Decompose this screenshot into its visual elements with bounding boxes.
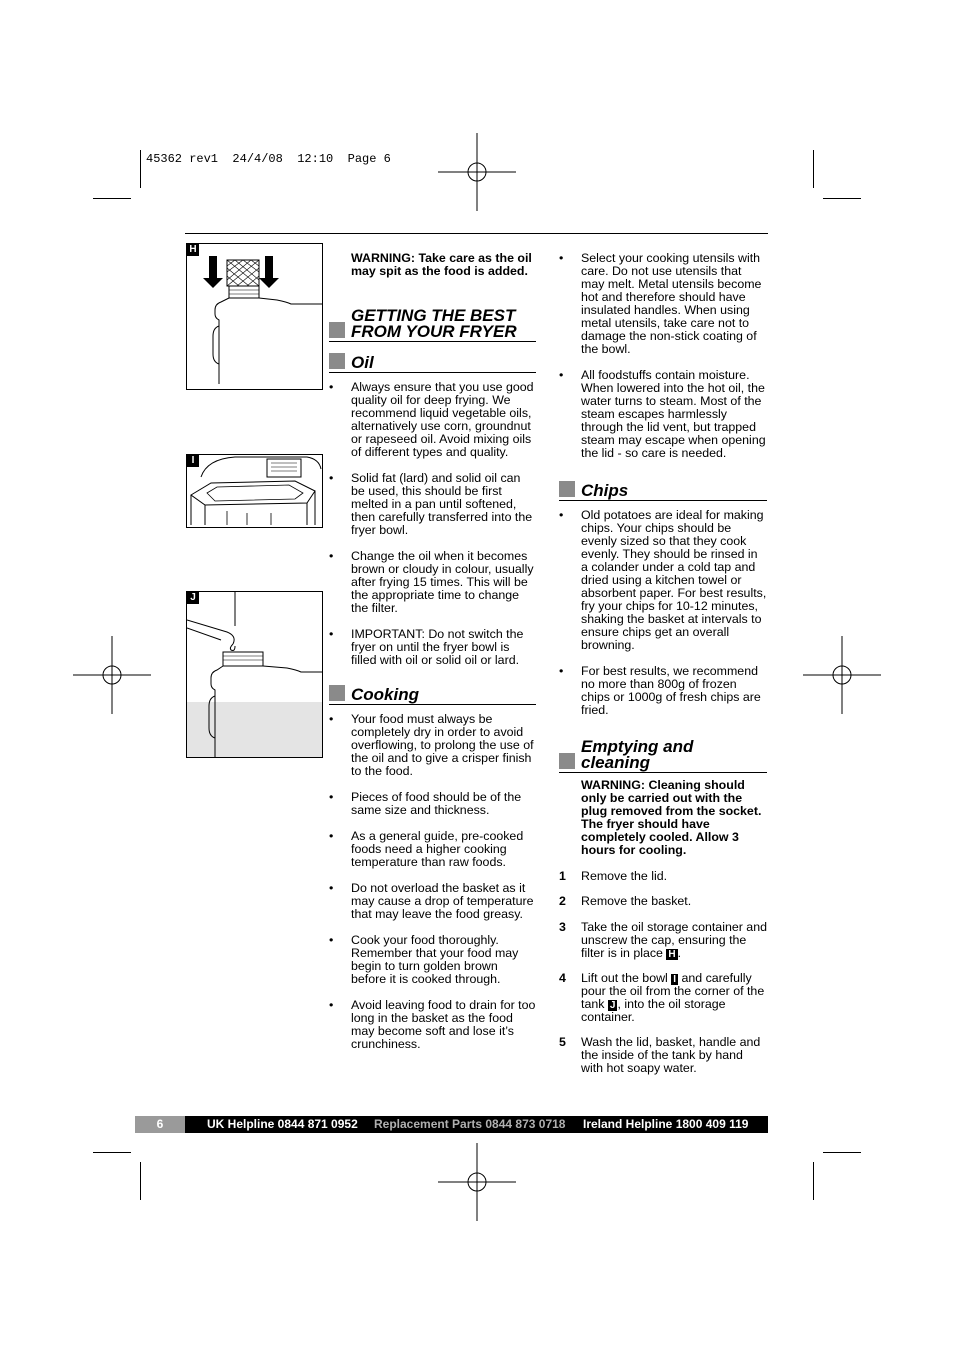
list-item-text: IMPORTANT: Do not switch the fryer on until the fryer bowl is filled with oil or solid oil or lard. bbox=[351, 627, 524, 667]
heading-text: Oil bbox=[351, 353, 374, 372]
heading-square-icon bbox=[329, 322, 345, 338]
figure-h bbox=[186, 243, 323, 390]
list-item-text: Cook your food thoroughly. Remember that your food may begin to turn golden brown before it is cooked through. bbox=[351, 933, 519, 986]
heading-line: GETTING THE BEST bbox=[351, 306, 516, 325]
cleaning-warning: WARNING: Cleaning should only be carried out with the plug removed from the socket. The fryer should have completely cooled. Allow 3 hours for cooling. bbox=[581, 778, 762, 857]
figure-label: J bbox=[187, 592, 199, 604]
list-item-text: Old potatoes are ideal for making chips. Your chips should be evenly sized so that they cook evenly. They should be rinsed in a colander under a cold tap and dried using a kitchen towel or absorbent paper. For best results, fry your chips for 10-12 minutes, shaking the basket at intervals to ensure chips get an overall browning. bbox=[581, 508, 767, 652]
step-text: Remove the basket. bbox=[581, 894, 692, 908]
step-number: 5 bbox=[559, 1035, 566, 1049]
list-item: • Select your cooking utensils with care. Do not use utensils that may melt. Metal utensils become hot and therefore should have insulated handles. When using metal utensils, take care not to damage the non-stick coating of the bowl. bbox=[559, 251, 762, 356]
step-number: 2 bbox=[559, 894, 566, 908]
step-item bbox=[559, 870, 767, 883]
list-item: • Do not overload the basket as it may cause a drop of temperature that may leave the food greasy. bbox=[329, 881, 534, 921]
step-number: 1 bbox=[559, 869, 566, 883]
heading-square-icon bbox=[329, 685, 345, 701]
column-left bbox=[329, 252, 536, 1051]
heading-line: cleaning bbox=[581, 753, 650, 772]
step-text: and carefully pour the oil from the corner of the tank bbox=[581, 971, 765, 1011]
list-item: • Pieces of food should be of the same size and thickness. bbox=[329, 790, 522, 817]
registration-mark-icon bbox=[803, 636, 881, 714]
heading-text: Chips bbox=[581, 481, 629, 500]
heading-square-icon bbox=[559, 753, 575, 769]
top-rule bbox=[185, 233, 768, 234]
replacement-parts: Replacement Parts 0844 873 0718 bbox=[374, 1117, 566, 1131]
list-item: • All foodstuffs contain moisture. When lowered into the hot oil, the water turns to steam. Most of the steam escapes harmlessly through the lid vent, but trapped steam may escape when opening the lid - so care is needed. bbox=[559, 368, 766, 460]
spit-warning: WARNING: Take care as the oil may spit as the food is added. bbox=[351, 251, 532, 278]
crop-mark bbox=[823, 1152, 861, 1153]
list-item: • Solid fat (lard) and solid oil can be used, this should be first melted in a pan until softened, then carefully transferred into the fryer bowl. bbox=[329, 471, 533, 537]
list-item: • Your food must always be completely dry in order to avoid overflowing, to prolong the use of the oil and to give a crisper finish to the food. bbox=[329, 712, 534, 778]
step-item bbox=[559, 895, 767, 908]
list-item: • Cook your food thoroughly. Remember that your food may begin to turn golden brown before it is cooked through. bbox=[329, 933, 519, 986]
figure-label: H bbox=[187, 244, 199, 256]
footer-helpline-bar bbox=[135, 1116, 768, 1133]
crop-mark bbox=[823, 198, 861, 199]
step-item bbox=[559, 1036, 767, 1075]
list-item-text: Do not overload the basket as it may cause a drop of temperature that may leave the food greasy. bbox=[351, 881, 534, 921]
list-item-text: Change the oil when it becomes brown or cloudy in colour, usually after frying 15 times. This will be the appropriate time to change the filter. bbox=[351, 549, 534, 615]
step-number: 4 bbox=[559, 971, 566, 985]
crop-mark bbox=[813, 1162, 814, 1200]
list-item: • Old potatoes are ideal for making chips. Your chips should be evenly sized so that they cook evenly. They should be rinsed in a colander under a cold tap and dried using a kitchen towel or absorbent paper. For best results, fry your chips for 10-12 minutes, shaking the basket at intervals to ensure chips get an overall browning. bbox=[559, 508, 767, 652]
list-item-text: Select your cooking utensils with care. Do not use utensils that may melt. Metal utensils become hot and therefore should have insulated handles. When using metal utensils, take care not to damage the non-stick coating of the bowl. bbox=[581, 251, 762, 356]
crop-mark bbox=[93, 198, 131, 199]
list-item: • IMPORTANT: Do not switch the fryer on until the fryer bowl is filled with oil or solid oil or lard. bbox=[329, 627, 524, 667]
crop-mark bbox=[140, 1162, 141, 1200]
step-text: , into the oil storage container. bbox=[581, 997, 726, 1024]
page-number: 6 bbox=[135, 1116, 185, 1133]
figure-ref-label: I bbox=[673, 974, 677, 985]
heading-square-icon bbox=[329, 353, 345, 369]
step-text: Take the oil storage container and unscrew the cap, ensuring the filter is in place bbox=[581, 920, 767, 960]
section-heading-getting-best bbox=[329, 308, 536, 342]
list-item-text: Your food must always be completely dry in order to avoid overflowing, to prolong the use of the oil and to give a crisper finish to the food. bbox=[351, 712, 534, 778]
uk-helpline: UK Helpline 0844 871 0952 bbox=[207, 1117, 358, 1131]
registration-mark-icon bbox=[73, 636, 151, 714]
crop-mark bbox=[813, 150, 814, 188]
list-item-text: As a general guide, pre-cooked foods need a higher cooking temperature than raw foods. bbox=[351, 829, 524, 869]
section-heading-cooking bbox=[329, 686, 536, 705]
registration-mark-icon bbox=[438, 1143, 516, 1221]
figure-ref-label: H bbox=[668, 949, 676, 960]
step-item bbox=[559, 972, 767, 1024]
heading-line: Emptying and bbox=[581, 737, 694, 756]
step-text: Lift out the bowl bbox=[581, 971, 672, 985]
registration-mark-icon bbox=[438, 133, 516, 211]
oil-container-filter-illustration bbox=[187, 244, 322, 389]
column-right bbox=[559, 252, 767, 1075]
heading-line: FROM YOUR FRYER bbox=[351, 322, 517, 341]
figure-i bbox=[186, 454, 323, 528]
pouring-oil-illustration bbox=[187, 592, 322, 757]
heading-text: Cooking bbox=[351, 685, 419, 704]
list-item-text: All foodstuffs contain moisture. When lowered into the hot oil, the water turns to steam. Most of the steam escapes harmlessly through the lid vent, but trapped steam may escape when opening the lid - so care is needed. bbox=[581, 368, 766, 460]
fryer-bowl-illustration bbox=[187, 455, 322, 527]
section-heading-chips bbox=[559, 482, 767, 501]
heading-square-icon bbox=[559, 481, 575, 497]
section-heading-emptying-cleaning bbox=[559, 739, 767, 773]
list-item: • Always ensure that you use good quality oil for deep frying. We recommend liquid vegetable oils, alternatively use corn, groundnut or rapeseed oil. Avoid mixing oils of different types and quality. bbox=[329, 380, 534, 459]
list-item-text: Avoid leaving food to drain for too long in the basket as the food may become soft and lose it’s crunchiness. bbox=[351, 998, 536, 1051]
crop-mark bbox=[140, 150, 141, 188]
figure-label: I bbox=[187, 455, 199, 467]
figure-j bbox=[186, 591, 323, 758]
list-item: • Avoid leaving food to drain for too long in the basket as the food may become soft and lose it’s crunchiness. bbox=[329, 998, 536, 1051]
list-item-text: Pieces of food should be of the same size and thickness. bbox=[351, 790, 522, 817]
figure-ref-label: J bbox=[609, 1000, 616, 1011]
step-text: Remove the lid. bbox=[581, 869, 668, 883]
list-item-text: Solid fat (lard) and solid oil can be used, this should be first melted in a pan until softened, then carefully transferred into the fryer bowl. bbox=[351, 471, 533, 537]
step-item bbox=[559, 921, 767, 960]
step-text: Wash the lid, basket, handle and the inside of the tank by hand with hot soapy water. bbox=[581, 1035, 761, 1075]
section-heading-oil bbox=[329, 354, 536, 373]
step-text: . bbox=[677, 946, 682, 960]
ireland-helpline: Ireland Helpline 1800 409 119 bbox=[583, 1117, 749, 1131]
list-item: • For best results, we recommend no more than 800g of frozen chips or 1000g of fresh chips are fried. bbox=[559, 664, 761, 717]
list-item: • Change the oil when it becomes brown or cloudy in colour, usually after frying 15 times. This will be the appropriate time to change the filter. bbox=[329, 549, 534, 615]
printer-slug: 45362 rev1 24/4/08 12:10 Page 6 bbox=[146, 152, 391, 166]
crop-mark bbox=[93, 1152, 131, 1153]
list-item-text: For best results, we recommend no more than 800g of frozen chips or 1000g of fresh chips are fried. bbox=[581, 664, 761, 717]
list-item: • As a general guide, pre-cooked foods need a higher cooking temperature than raw foods. bbox=[329, 829, 524, 869]
list-item-text: Always ensure that you use good quality oil for deep frying. We recommend liquid vegetable oils, alternatively use corn, groundnut or rapeseed oil. Avoid mixing oils of different types and quality. bbox=[351, 380, 534, 459]
step-number: 3 bbox=[559, 920, 566, 934]
